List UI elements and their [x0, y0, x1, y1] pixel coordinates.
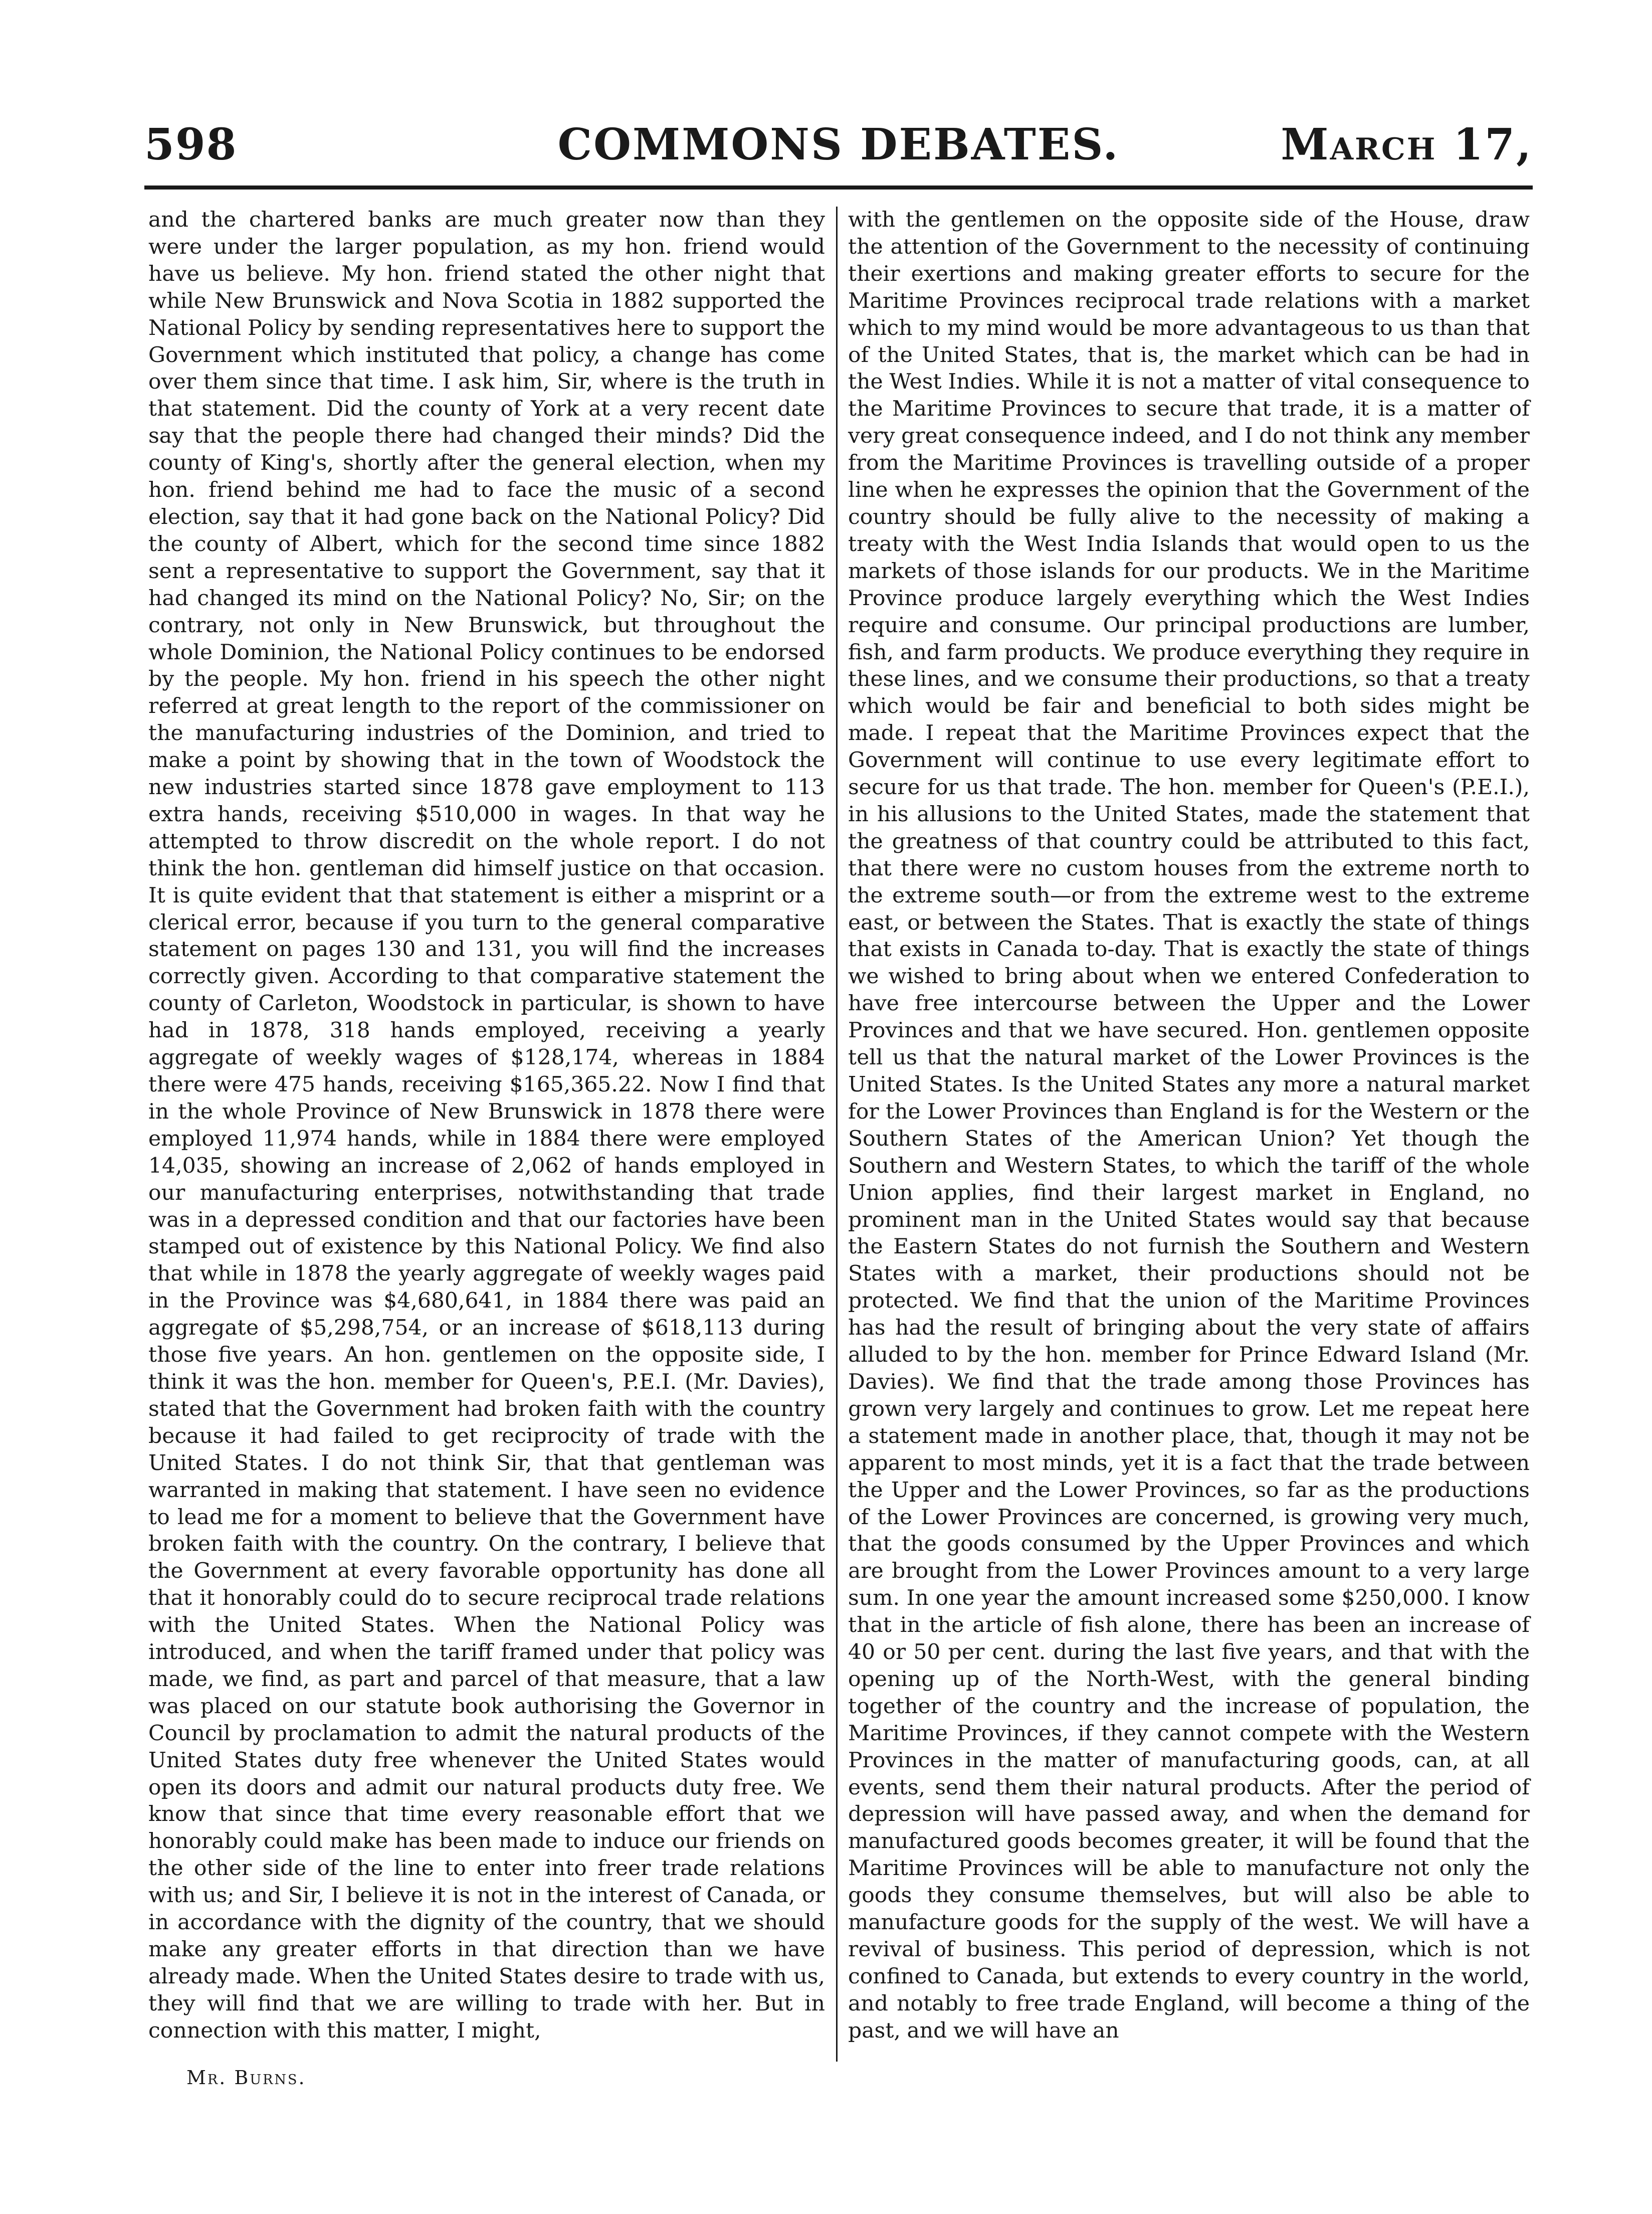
header-rule: [144, 186, 1533, 190]
left-column-text: and the chartered banks are much greater now than they were under the larger population, as my hon. friend would have us believe. My hon. friend stated the other night that while New Brunswick and Nova Scotia in 1882 supported the National Policy by sending representatives here to support the Government which instituted that policy, a change has come over them since that time. I ask him, Sir, where is the truth in that statement. Did the county of York at a very recent date say that the people there had changed their minds? Did the county of King's, shortly after the general election, when my hon. friend behind me had to face the music of a second election, say that it had gone back on the National Policy? Did the county of Albert, which for the second time since 1882 sent a representative to support the Government, say that it had changed its mind on the National Policy? No, Sir; on the contrary, not only in New Brunswick, but throughout the whole Dominion, the National Policy continues to be endorsed by the people. My hon. friend in his speech the other night referred at great length to the report of the commissioner on the manufacturing industries of the Dominion, and tried to make a point by showing that in the town of Woodstock the new industries started since 1878 gave employment to 113 extra hands, receiving $510,000 in wages. In that way he attempted to throw discredit on the whole report. I do not think the hon. gentleman did himself justice on that occasion. It is quite evident that that statement is either a misprint or a clerical error, because if you turn to the general comparative statement on pages 130 and 131, you will find the increases correctly given. According to that comparative statement the county of Carleton, Woodstock in particular, is shown to have had in 1878, 318 hands employed, receiving a yearly aggregate of weekly wages of $128,174, whereas in 1884 there were 475 hands, receiving $165,365.22. Now I find that in the whole Province of New Brunswick in 1878 there were employed 11,974 hands, while in 1884 there were employed 14,035, showing an increase of 2,062 of hands employed in our manufacturing enterprises, notwithstanding that trade was in a depressed condition and that our factories have been stamped out of existence by this National Policy. We find also that while in 1878 the yearly aggregate of weekly wages paid in the Province was $4,680,641, in 1884 there was paid an aggregate of $5,298,754, or an increase of $618,113 during those five years. An hon. gentlemen on the opposite side, I think it was the hon. member for Queen's, P.E.I. (Mr. Davies), stated that the Government had broken faith with the country because it had failed to get reciprocity of trade with the United States. I do not think Sir, that that gentleman was warranted in making that statement. I have seen no evidence to lead me for a moment to believe that the Government have broken faith with the country. On the contrary, I believe that the Government at every favorable opportunity has done all that it honorably could do to secure reciprocal trade relations with the United States. When the National Policy was introduced, and when the tariff framed under that policy was made, we find, as part and parcel of that measure, that a law was placed on our statute book authorising the Governor in Council by proclamation to admit the natural products of the United States duty free whenever the United States would open its doors and admit our natural products duty free. We know that since that time every reasonable effort that we honorably could make has been made to induce our friends on the other side of the line to enter into freer trade relations with us; and Sir, I believe it is not in the interest of Canada, or in accordance with the dignity of the country, that we should make any greater efforts in that direction than we have already made. When the United States desire to trade with us, they will find that we are willing to trade with her. But in connection with this matter, I might,: [148, 208, 825, 2043]
page-number: 598: [144, 119, 238, 170]
speaker-footer: Mr. Burns.: [186, 2067, 306, 2089]
right-column-text: with the gentlemen on the opposite side of the House, draw the attention of the Government to the necessity of continuing their exertions and making greater efforts to secure for the Maritime Provinces reciprocal trade relations with a market which to my mind would be more advantageous to us than that of the United States, that is, the market which can be had in the West Indies. While it is not a matter of vital consequence to the Maritime Provinces to secure that trade, it is a matter of very great consequence indeed, and I do not think any member from the Maritime Provinces is travelling outside of a proper line when he expresses the opinion that the Government of the country should be fully alive to the necessity of making a treaty with the West India Islands that would open to us the markets of those islands for our products. We in the Maritime Province produce largely everything which the West Indies require and consume. Our principal productions are lumber, fish, and farm products. We produce everything they require in these lines, and we consume their productions, so that a treaty which would be fair and beneficial to both sides might be made. I repeat that the Maritime Provinces expect that the Government will continue to use every legitimate effort to secure for us that trade. The hon. member for Queen's (P.E.I.), in his allusions to the United States, made the statement that the greatness of that country could be attributed to this fact, that there were no custom houses from the extreme north to the extreme south—or from the extreme west to the extreme east, or between the States. That is exactly the state of things that exists in Canada to-day. That is exactly the state of things we wished to bring about when we entered Confederation to have free intercourse between the Upper and the Lower Provinces and that we have secured. Hon. gentlemen opposite tell us that the natural market of the Lower Provinces is the United States. Is the United States any more a natural market for the Lower Provinces than England is for the Western or the Southern States of the American Union? Yet though the Southern and Western States, to which the tariff of the whole Union applies, find their largest market in England, no prominent man in the United States would say that because the Eastern States do not furnish the Southern and Western States with a market, their productions should not be protected. We find that the union of the Maritime Provinces has had the result of bringing about the very state of affairs alluded to by the hon. member for Prince Edward Island (Mr. Davies). We find that the trade among those Provinces has grown very largely and continues to grow. Let me repeat here a statement made in another place, that, though it may not be apparent to most minds, yet it is a fact that the trade between the Upper and the Lower Provinces, so far as the productions of the Lower Provinces are concerned, is growing very much, that the goods consumed by the Upper Provinces and which are brought from the Lower Provinces amount to a very large sum. In one year the amount increased some $250,000. I know that in the article of fish alone, there has been an increase of 40 or 50 per cent. during the last five years, and that with the opening up of the North-West, with the general binding together of the country and the increase of population, the Maritime Provinces, if they cannot compete with the Western Provinces in the matter of manufacturing goods, can, at all events, send them their natural products. After the period of depression will have passed away, and when the demand for manufactured goods becomes greater, it will be found that the Maritime Provinces will be able to manufacture not only the goods they consume themselves, but will also be able to manufacture goods for the supply of the west. We will have a revival of business. This period of depression, which is not confined to Canada, but extends to every country in the world, and notably to free trade England, will become a thing of the past, and we will have an: [848, 208, 1530, 2043]
page-header: [144, 110, 1533, 175]
header-date: March 17,: [1281, 119, 1533, 170]
running-title: COMMONS DEBATES.: [557, 119, 1120, 170]
column-divider: [836, 207, 838, 2062]
